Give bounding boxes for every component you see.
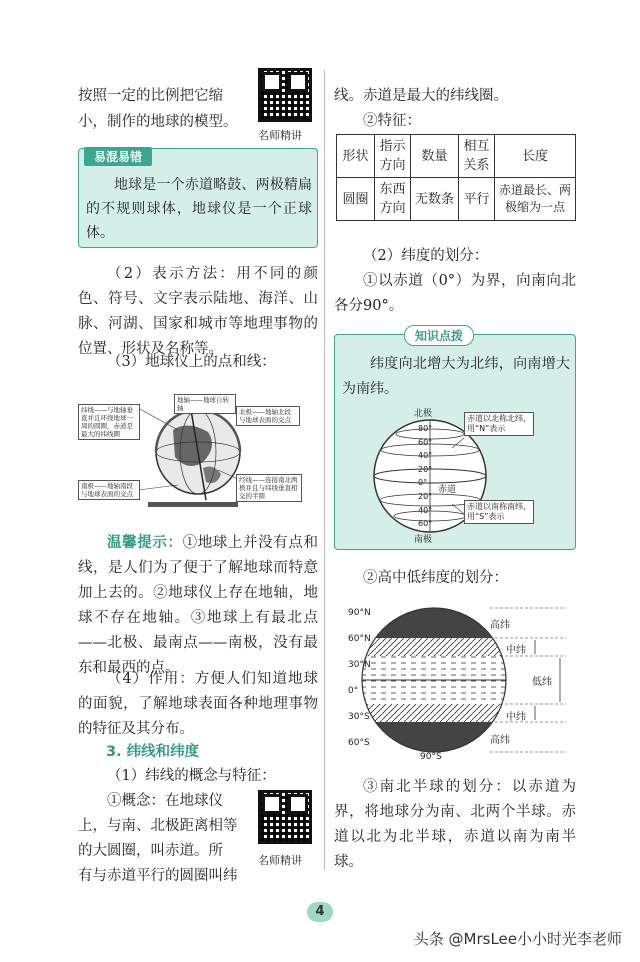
zone-tick-list [348, 600, 371, 756]
zone-tick: 90°N [348, 608, 371, 618]
header-count: 数量 [411, 135, 459, 178]
confuse-tag: 易混易错 [84, 147, 152, 166]
high-latitude-label-north: 高纬 [490, 620, 510, 631]
callout-latitude: 纬线——与地轴垂直并且环绕地球一周的圆圈，赤道是最大的纬线圈 [78, 404, 140, 440]
page-number: 4 [307, 902, 333, 922]
zone-diagram [340, 600, 576, 762]
section-3-heading: 3. 纬线和纬度 [106, 744, 200, 760]
table-row [337, 178, 576, 221]
knowledge-tag: 知识点拨 [404, 325, 474, 346]
cell-shape: 圆圈 [337, 178, 375, 221]
south-latitude-note: 赤道以南称南纬，用“S”表示 [464, 500, 534, 524]
column-divider [324, 70, 325, 870]
concept-line-4: 有与赤道平行的圆圈叫纬 [78, 868, 238, 884]
zone-tick-90s: 90°S [420, 752, 442, 762]
callout-north-pole: 北极——地轴北段与地球表面的交点 [236, 406, 300, 426]
high-latitude-label-south: 高纬 [490, 735, 510, 746]
use-paragraph: （4）作用：方便人们知道地球的面貌，了解地球表面各种地理事物的特征及其分布。 [78, 671, 318, 737]
method-paragraph: （2）表示方法：用不同的颜色、符号、文字表示陆地、海洋、山脉、河湖、国家和城市等地理事物的位置、形状及名称等。 [78, 266, 318, 357]
qr-caption-top: 名师精讲 [258, 129, 302, 142]
intro-line-1: 按照一定的比例把它缩 [78, 88, 223, 104]
mid-latitude-label-south: 中纬 [506, 712, 526, 723]
cell-relation: 平行 [459, 178, 495, 221]
confuse-text: 地球是一个赤道略鼓、两极精扁的不规则球体，地球仪是一个正球体。 [86, 177, 312, 241]
tip-paragraph [78, 530, 318, 681]
division-title: （2）纬度的划分： [363, 248, 489, 264]
zone-tick: 30°S [348, 712, 370, 722]
callout-axis: 地轴——地球自转轴 [174, 394, 236, 414]
lat-tick: 20° [418, 491, 433, 501]
qr-caption-bottom: 名师精讲 [258, 854, 302, 867]
equator-label: 赤道 [438, 485, 457, 495]
cell-direction: 东西方向 [375, 178, 411, 221]
intro-line-2: 小，制作的地球的模型。 [78, 114, 238, 130]
low-latitude-label: 低纬 [532, 677, 552, 688]
qr-code-bottom[interactable] [258, 790, 312, 844]
lat-tick: 40° [418, 505, 433, 515]
lat-tick: 80° [418, 424, 433, 433]
concept-line-2: 上，与南、北极距离相等 [78, 818, 238, 834]
concept-line-1: ①概念：在地球仪 [107, 793, 223, 809]
lat-tick: 60° [418, 519, 433, 529]
zone-tick: 60°S [348, 738, 370, 748]
mid-latitude-label-north: 中纬 [506, 645, 526, 656]
zone-title: ②高中低纬度的划分： [363, 570, 508, 586]
latitude-svg [340, 404, 572, 546]
cell-count: 无数条 [411, 178, 459, 221]
concept-line-3: 的大圆圈，叫赤道。所 [78, 843, 223, 859]
callout-meridian: 经线——连接南北两极并且与纬线垂直相交的半圆 [236, 474, 302, 502]
header-length: 长度 [495, 135, 576, 178]
latline-title: （1）纬线的概念与特征： [107, 768, 276, 784]
globe-diagram [78, 390, 318, 515]
header-shape: 形状 [337, 135, 375, 178]
header-direction: 指示方向 [375, 135, 411, 178]
north-latitude-note: 赤道以北称北纬，用“N”表示 [464, 412, 534, 436]
zone-tick: 60°N [348, 634, 371, 644]
table-header-row [337, 135, 576, 178]
watermark: 头条 @MrsLee小小时光李老师 [413, 930, 622, 948]
zone-tick: 0° [348, 686, 359, 696]
qr-code-top[interactable] [258, 68, 312, 122]
header-relation: 相互关系 [459, 135, 495, 178]
right-line-1: 线。赤道是最大的纬线圈。 [334, 88, 508, 104]
feature-title: ②特征： [363, 113, 421, 129]
hemisphere-paragraph: ③南北半球的划分：以赤道为界，将地球分为南、北两个半球。赤道以北为北半球，赤道以南为南半球。 [334, 779, 576, 870]
lat-tick: 40° [418, 451, 433, 461]
lat-tick: 0° [418, 478, 428, 488]
points-title: （3）地球仪上的点和线： [107, 354, 276, 370]
lat-tick: 60° [418, 437, 433, 447]
lat-tick: 20° [418, 464, 433, 474]
tip-label: 温馨提示： [107, 534, 183, 551]
division-text: ①以赤道（0°）为界，向南向北各分90°。 [334, 273, 576, 314]
latitude-diagram [340, 404, 572, 546]
tip-text: ①地球上并没有点和线，是人们为了便于了解地球而特意加上去的。②地球仪上存在地轴，地球不存在地轴。③地球上有最北点——北极、最南点——南极，没有最东和最西的点。 [78, 535, 319, 676]
latitude-tick-list [418, 422, 432, 531]
feature-table [336, 134, 576, 221]
north-pole-label: 北极 [414, 409, 433, 419]
zone-tick: 30°N [348, 660, 371, 670]
knowledge-text: 纬度向北增大为北纬，向南增大为南纬。 [342, 356, 570, 397]
cell-length: 赤道最长、两极缩为一点 [495, 178, 576, 221]
south-pole-label: 南极 [414, 535, 433, 545]
callout-south-pole: 南极——地轴南段与地球表面的交点 [78, 480, 140, 500]
